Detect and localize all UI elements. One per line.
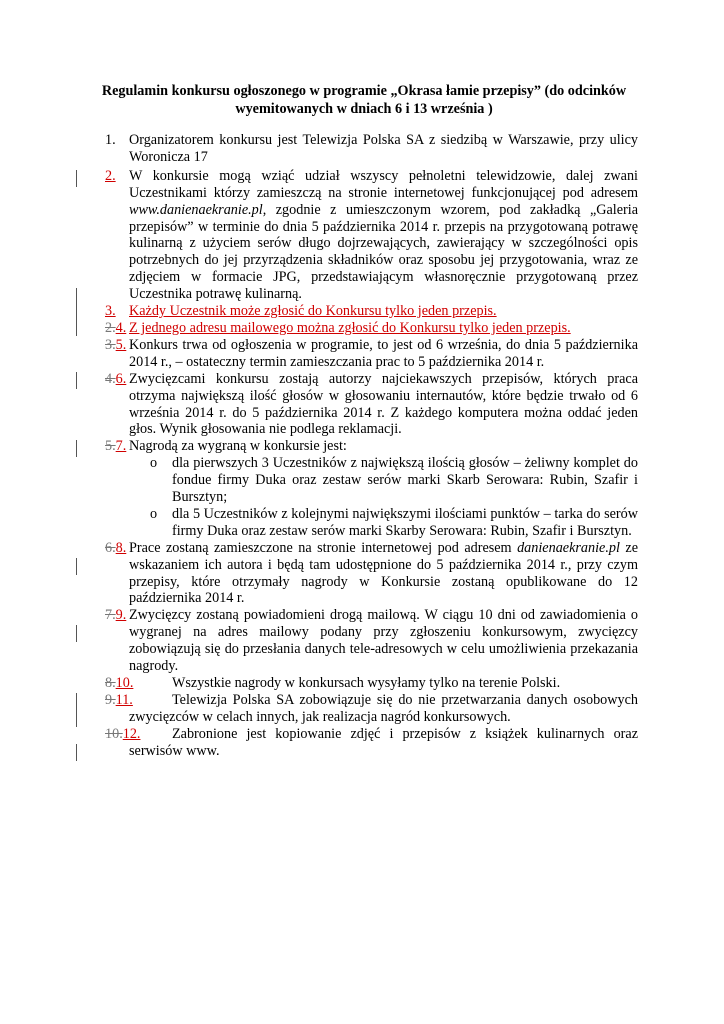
prize-item	[0, 455, 638, 506]
rule-text: ze wskazaniem ich autora i będą tam udostępnione do 5 października 2014 r., przy czym przepisy, które otrzymały nagrody w Konkursie zostaną opublikowane do 12 października 2014 r.	[129, 539, 638, 607]
rule-item-2	[0, 168, 638, 303]
rule-item-5	[0, 337, 638, 371]
rule-item-12	[0, 726, 638, 760]
rule-text: Zabronione jest kopiowanie zdjęć i przepisów z książek kulinarnych oraz serwisów www.	[129, 725, 638, 759]
prize-text: dla pierwszych 3 Uczestników z największą ilością głosów – żeliwny komplet do fondue firmy Duka oraz zestaw serów marki Skarb Serowara: Rubin, Szafir i Bursztyn;	[172, 455, 638, 506]
deleted-number: 9.	[105, 691, 116, 708]
deleted-number: 7.	[105, 607, 116, 624]
rule-text: Wszystkie nagrody w konkursach wysyłamy tylko na terenie Polski.	[172, 675, 561, 691]
rule-item-10	[0, 675, 638, 692]
inserted-number: 7.	[115, 438, 127, 455]
rule-text: Z jednego adresu mailowego można zgłosić do Konkursu tylko jeden przepis.	[129, 319, 571, 336]
rule-item-4	[0, 320, 638, 337]
rule-item-11	[0, 692, 638, 726]
rule-text: Nagrodą za wygraną w konkursie jest:	[129, 438, 347, 455]
rule-number: 2.	[105, 167, 116, 184]
rule-text: Organizatorem konkursu jest Telewizja Polska SA z siedzibą w Warszawie, przy ulicy Woronicza 17	[129, 132, 638, 165]
title-line-2: wyemitowanych w dniach 6 i 13 września )	[235, 100, 493, 117]
rule-item-1	[0, 132, 638, 166]
deleted-number: 8.	[105, 675, 116, 691]
deleted-number: 5.	[105, 438, 116, 455]
rule-text: Telewizja Polska SA zobowiązuje się do nie przetwarzania danych osobowych zwycięzców w celach innych, jak realizacja nagród konkursowych.	[129, 691, 638, 725]
inserted-number: 8.	[115, 539, 127, 556]
rule-item-7	[0, 438, 638, 455]
rule-text: W konkursie mogą wziąć udział wszyscy pełnoletni telewidzowie, dalej zwani Uczestnikami którzy zamieszczą na stronie internetowej funkcjonującej pod adresem	[129, 167, 638, 201]
rule-item-3	[0, 303, 638, 320]
prize-list	[0, 455, 724, 540]
rule-item-6	[0, 371, 638, 439]
bullet-icon: o	[150, 505, 158, 522]
deleted-number: 10.	[105, 725, 123, 742]
website-url: www.danienaekranie.pl	[129, 201, 263, 218]
prize-item	[0, 506, 638, 540]
rule-number: 3.	[105, 303, 116, 320]
inserted-number: 10.	[115, 675, 134, 691]
rule-text: Konkurs trwa od ogłoszenia w programie, to jest od 6 września, do dnia 5 października 2014 r., – ostateczny termin zamieszczania prac to 5 października 2014 r.	[129, 336, 638, 370]
bullet-icon: o	[150, 455, 158, 472]
prize-text: dla 5 Uczestników z kolejnymi największymi ilościami punktów – tarka do serów firmy Duka oraz zestaw serów marki Skarby Serowara: Rubin, Szafir i Bursztyn.	[172, 505, 638, 539]
deleted-number: 4.	[105, 370, 116, 387]
deleted-number: 3.	[105, 336, 116, 353]
inserted-number: 5.	[115, 336, 127, 353]
rule-text: Każdy Uczestnik może zgłosić do Konkursu tylko jeden przepis.	[129, 303, 497, 320]
document-title	[90, 83, 638, 118]
inserted-number: 9.	[115, 607, 127, 624]
rule-text: Prace zostaną zamieszczone na stronie internetowej pod adresem	[129, 539, 518, 556]
rule-text: , zgodnie z umieszczonym wzorem, pod zakładką „Galeria przepisów” w terminie do dnia 5 października 2014 r. przepis na przygotowaną potrawę kulinarną z użyciem serów długo dojrzewających, zawierający w szczególności opis potrzebnych do jej przyrządzenia składników oraz sposobu jej przygotowania, wraz ze zdjęciem w formacie JPG, przedstawiającym własnoręcznie przygotowaną przez Uczestnika potrawę kulinarną.	[129, 201, 638, 303]
inserted-number: 6.	[115, 370, 127, 387]
inserted-number: 12.	[122, 725, 141, 742]
rule-number: 1.	[105, 132, 116, 148]
website-url: danienaekranie.pl	[517, 539, 620, 556]
deleted-number: 6.	[105, 539, 116, 556]
inserted-number: 11.	[115, 691, 133, 708]
rule-item-9	[0, 607, 638, 675]
rules-list	[0, 132, 724, 760]
title-line-1: Regulamin konkursu ogłoszonego w programie „Okrasa łamie przepisy” (do odcinków	[101, 83, 627, 99]
rule-item-8	[0, 540, 638, 608]
rule-text: Zwycięzcami konkursu zostają autorzy najciekawszych przepisów, których praca otrzyma największą ilość głosów w głosowaniu internautów, które będzie trwało od 6 września 2014 r. do 5 października 2014 r. Z każdego komputera można oddać jeden głos. Wynik głosowania nie podlega reklamacji.	[129, 370, 638, 438]
inserted-number: 4.	[115, 319, 127, 336]
rule-text: Zwycięzcy zostaną powiadomieni drogą mailową. W ciągu 10 dni od zawiadomienia o wygranej na adres mailowy podany przy zgłoszeniu konkursowym, zwycięzcy zobowiązują się do przesłania danych tele-adresowych w celu umożliwienia przekazania nagrody.	[129, 607, 638, 675]
deleted-number: 2.	[105, 319, 116, 336]
